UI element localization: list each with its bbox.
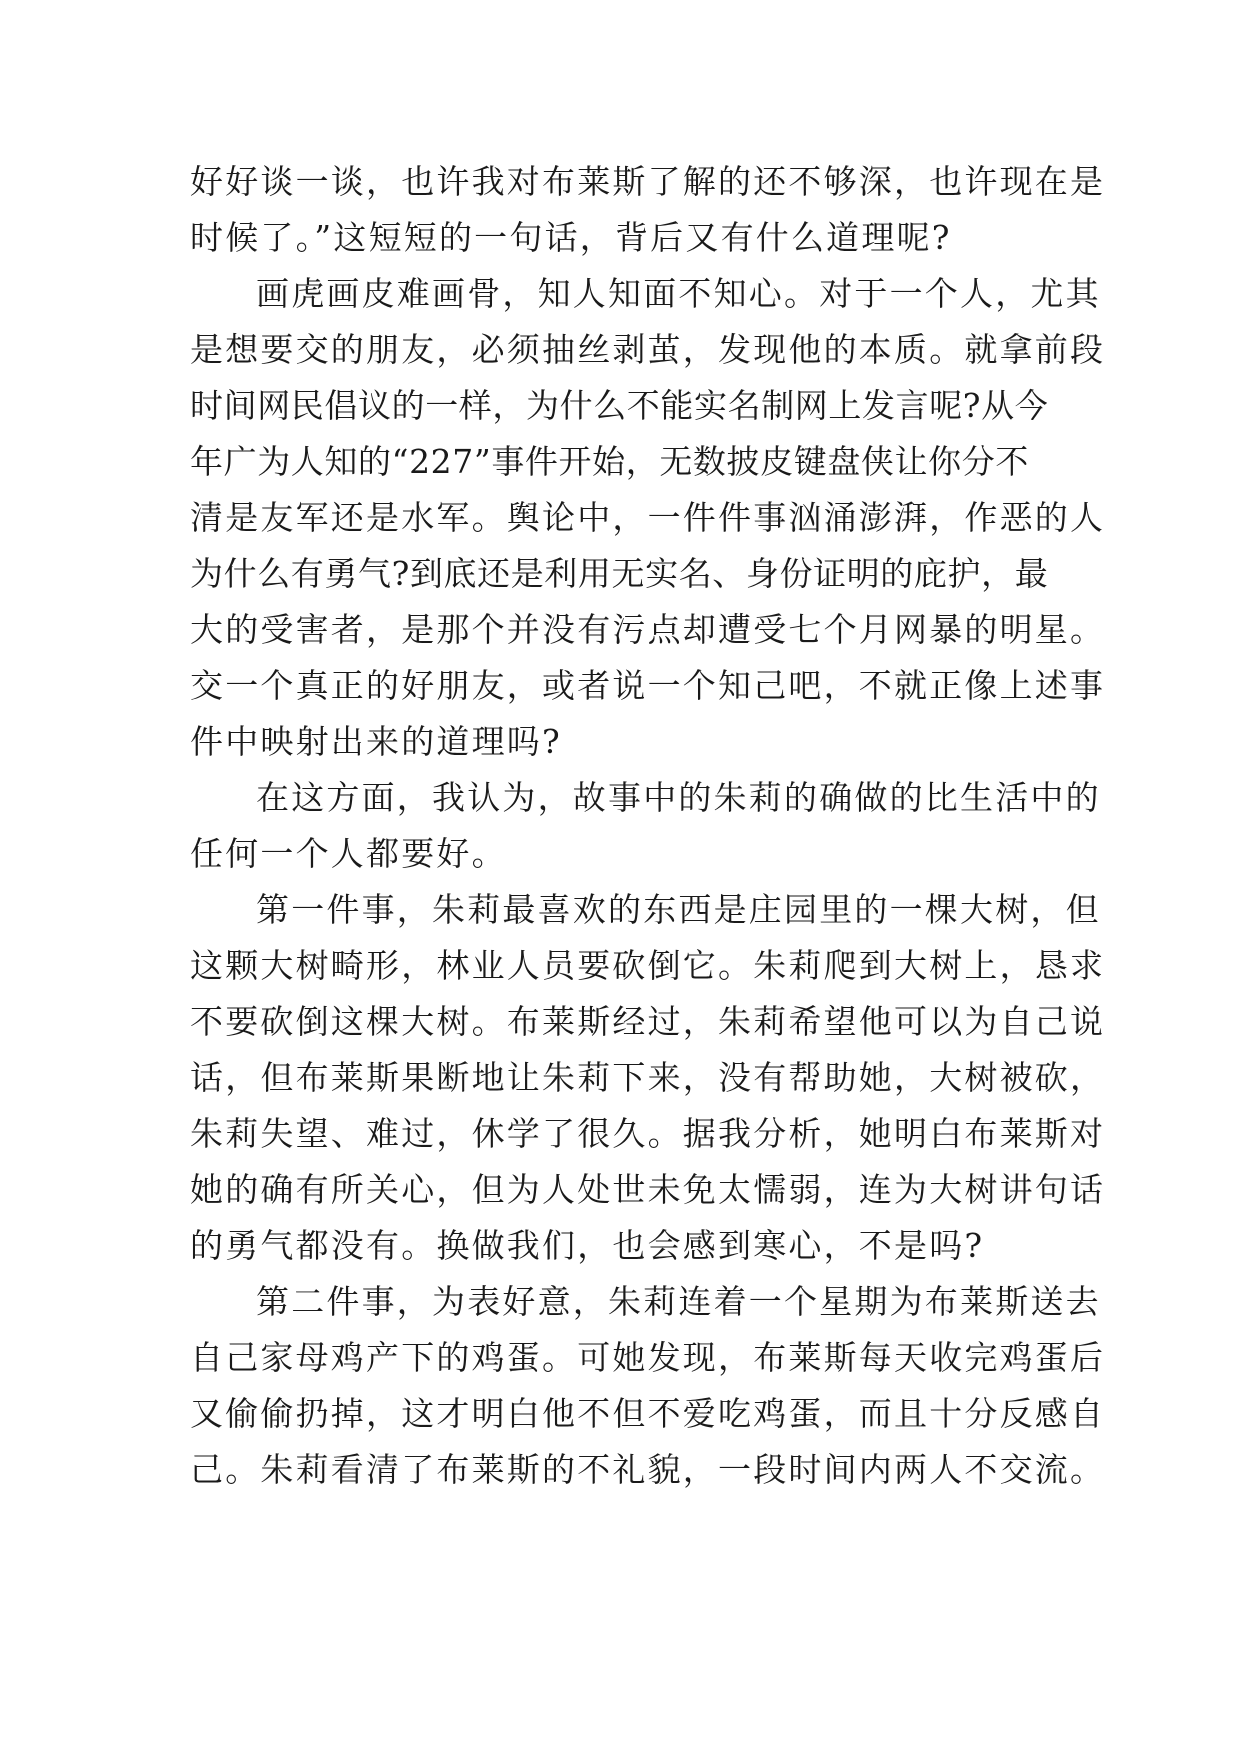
text-line: 她的确有所关心，但为人处世未免太懦弱，连为大树讲句话	[190, 1170, 1106, 1209]
text-line: 朱莉失望、难过，休学了很久。据我分析，她明白布莱斯对	[190, 1114, 1106, 1153]
text-line: 己。朱莉看清了布莱斯的不礼貌，一段时间内两人不交流。	[190, 1450, 1106, 1489]
text-line: 清是友军还是水军。舆论中，一件件事汹涌澎湃，作恶的人	[190, 498, 1106, 537]
text-line: 是想要交的朋友，必须抽丝剥茧，发现他的本质。就拿前段	[190, 330, 1106, 369]
text-line: 不要砍倒这棵大树。布莱斯经过，朱莉希望他可以为自己说	[190, 1002, 1106, 1041]
text-line: 又偷偷扔掉，这才明白他不但不爱吃鸡蛋，而且十分反感自	[190, 1394, 1106, 1433]
paragraph-first-line: 第一件事，朱莉最喜欢的东西是庄园里的一棵大树，但	[256, 890, 1101, 929]
paragraph-first-line: 在这方面，我认为，故事中的朱莉的确做的比生活中的	[256, 778, 1101, 817]
text-line: 件中映射出来的道理吗?	[190, 722, 562, 761]
text-line: 的勇气都没有。换做我们，也会感到寒心，不是吗?	[190, 1226, 985, 1265]
text-line: 交一个真正的好朋友，或者说一个知己吧，不就正像上述事	[190, 666, 1106, 705]
text-line: 时候了。”这短短的一句话，背后又有什么道理呢?	[190, 218, 952, 257]
text-line: 好好谈一谈，也许我对布莱斯了解的还不够深，也许现在是	[190, 162, 1106, 201]
text-line: 为什么有勇气?到底还是利用无实名、身份证明的庇护，最	[190, 554, 1049, 593]
text-line: 年广为人知的“227”事件开始，无数披皮键盘侠让你分不	[190, 442, 1029, 481]
text-line: 大的受害者，是那个并没有污点却遭受七个月网暴的明星。	[190, 610, 1106, 649]
text-line: 话，但布莱斯果断地让朱莉下来，没有帮助她，大树被砍，	[190, 1058, 1106, 1097]
paragraph-first-line: 第二件事，为表好意，朱莉连着一个星期为布莱斯送去	[256, 1282, 1101, 1321]
text-line: 自己家母鸡产下的鸡蛋。可她发现，布莱斯每天收完鸡蛋后	[190, 1338, 1106, 1377]
text-line: 这颗大树畸形，林业人员要砍倒它。朱莉爬到大树上，恳求	[190, 946, 1106, 985]
paragraph-first-line: 画虎画皮难画骨，知人知面不知心。对于一个人，尤其	[256, 274, 1101, 313]
text-line: 时间网民倡议的一样，为什么不能实名制网上发言呢?从今	[190, 386, 1049, 425]
text-line: 任何一个人都要好。	[190, 834, 507, 873]
